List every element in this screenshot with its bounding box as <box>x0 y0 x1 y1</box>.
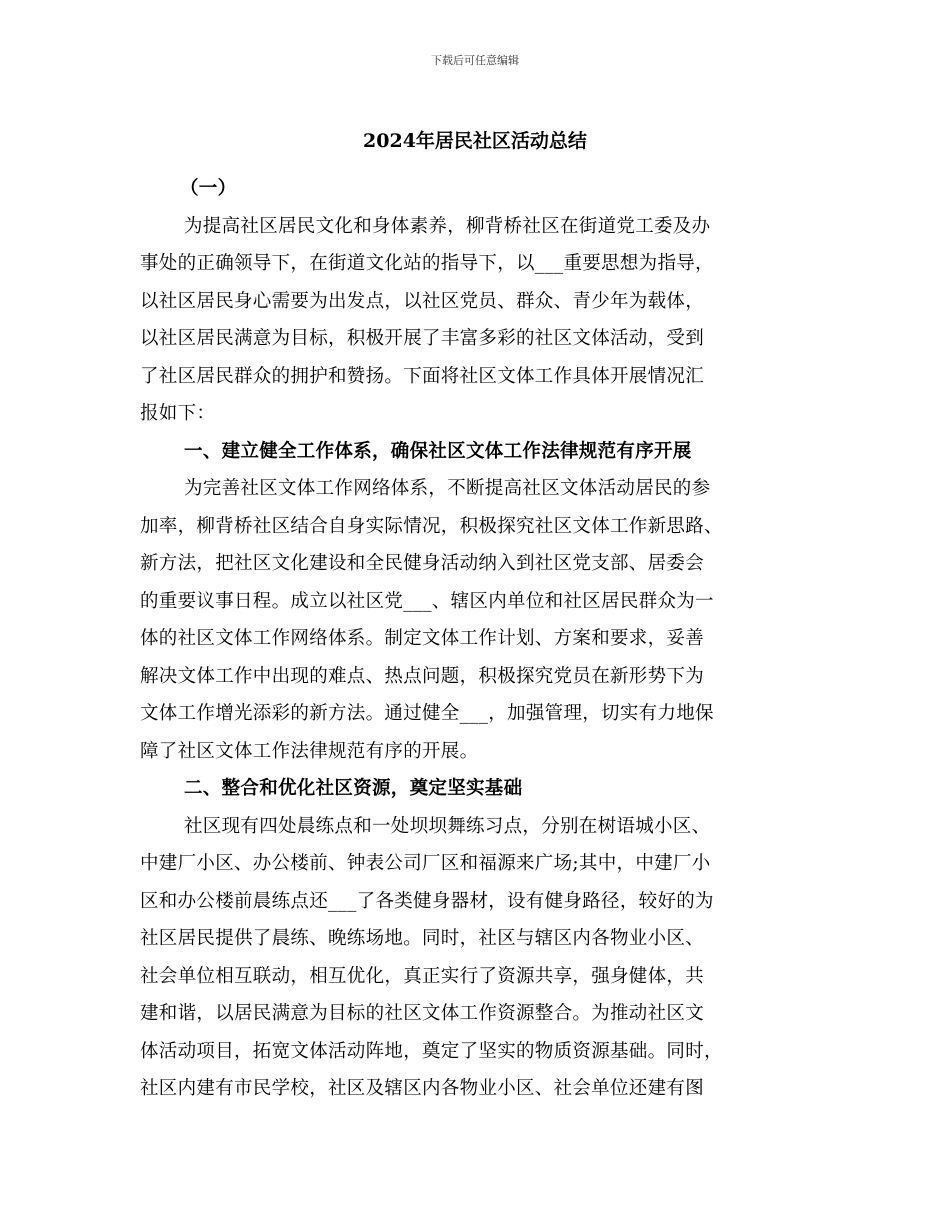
paragraph-line: 新方法，把社区文化建设和全民健身活动纳入到社区党支部、居委会 <box>140 553 705 574</box>
section-heading: 一、建立健全工作体系，确保社区文体工作法律规范有序开展 <box>184 440 692 462</box>
paragraph-line: 中建厂小区、办公楼前、钟表公司厂区和福源来广场;其中，中建厂小 <box>140 853 711 874</box>
paragraph-line: 区和办公楼前晨练点还___了各类健身器材，设有健身路径，较好的为 <box>140 890 714 912</box>
paragraph-line: 为提高社区居民文化和身体素养，柳背桥社区在街道党工委及办 <box>184 215 711 237</box>
paragraph-line: 社会单位相互联动，相互优化，真正实行了资源共享，强身健体，共 <box>140 965 705 987</box>
page-header-note: 下载后可任意编辑 <box>431 54 519 67</box>
paragraph-line: 社区现有四处晨练点和一处坝坝舞练习点，分别在树语城小区、 <box>184 815 711 837</box>
paragraph-line: 以社区居民身心需要为出发点，以社区党员、群众、青少年为载体， <box>140 290 705 312</box>
paragraph-line: 文体工作增光添彩的新方法。通过健全___，加强管理，切实有力地保 <box>140 703 714 724</box>
paragraph-line: 社区居民提供了晨练、晚练场地。同时，社区与辖区内各物业小区、 <box>140 928 705 949</box>
section-heading: 二、整合和优化社区资源，奠定坚实基础 <box>184 778 523 799</box>
document-title: 2024年居民社区活动总结 <box>363 130 587 152</box>
paragraph-line: 以社区居民满意为目标，积极开展了丰富多彩的社区文体活动，受到 <box>140 328 705 349</box>
document-body <box>140 170 826 1108</box>
paragraph-line: 报如下： <box>140 403 216 424</box>
paragraph-line: 解决文体工作中出现的难点、热点问题，积极探究党员在新形势下为 <box>140 665 705 687</box>
paragraph-line: 社区内建有市民学校，社区及辖区内各物业小区、社会单位还建有图 <box>140 1078 705 1099</box>
paragraph-line: 体的社区文体工作网络体系。制定文体工作计划、方案和要求，妥善 <box>140 628 705 649</box>
paragraph-line: 事处的正确领导下，在街道文化站的指导下，以___重要思想为指导， <box>140 253 714 274</box>
paragraph-line: 为完善社区文体工作网络体系，不断提高社区文体活动居民的参 <box>184 478 711 499</box>
paragraph-line: 障了社区文体工作法律规范有序的开展。 <box>140 740 479 762</box>
paragraph-line: 了社区居民群众的拥护和赞扬。下面将社区文体工作具体开展情况汇 <box>140 365 705 387</box>
paragraph-line: 的重要议事日程。成立以社区党___、辖区内单位和社区居民群众为一 <box>140 590 714 612</box>
paragraph-line: 加率，柳背桥社区结合自身实际情况，积极探究社区文体工作新思路、 <box>140 515 723 537</box>
paragraph-line: 体活动项目，拓宽文体活动阵地，奠定了坚实的物质资源基础。同时， <box>140 1040 723 1062</box>
section-heading: （一） <box>180 178 237 199</box>
paragraph-line: 建和谐，以居民满意为目标的社区文体工作资源整合。为推动社区文 <box>140 1003 705 1024</box>
